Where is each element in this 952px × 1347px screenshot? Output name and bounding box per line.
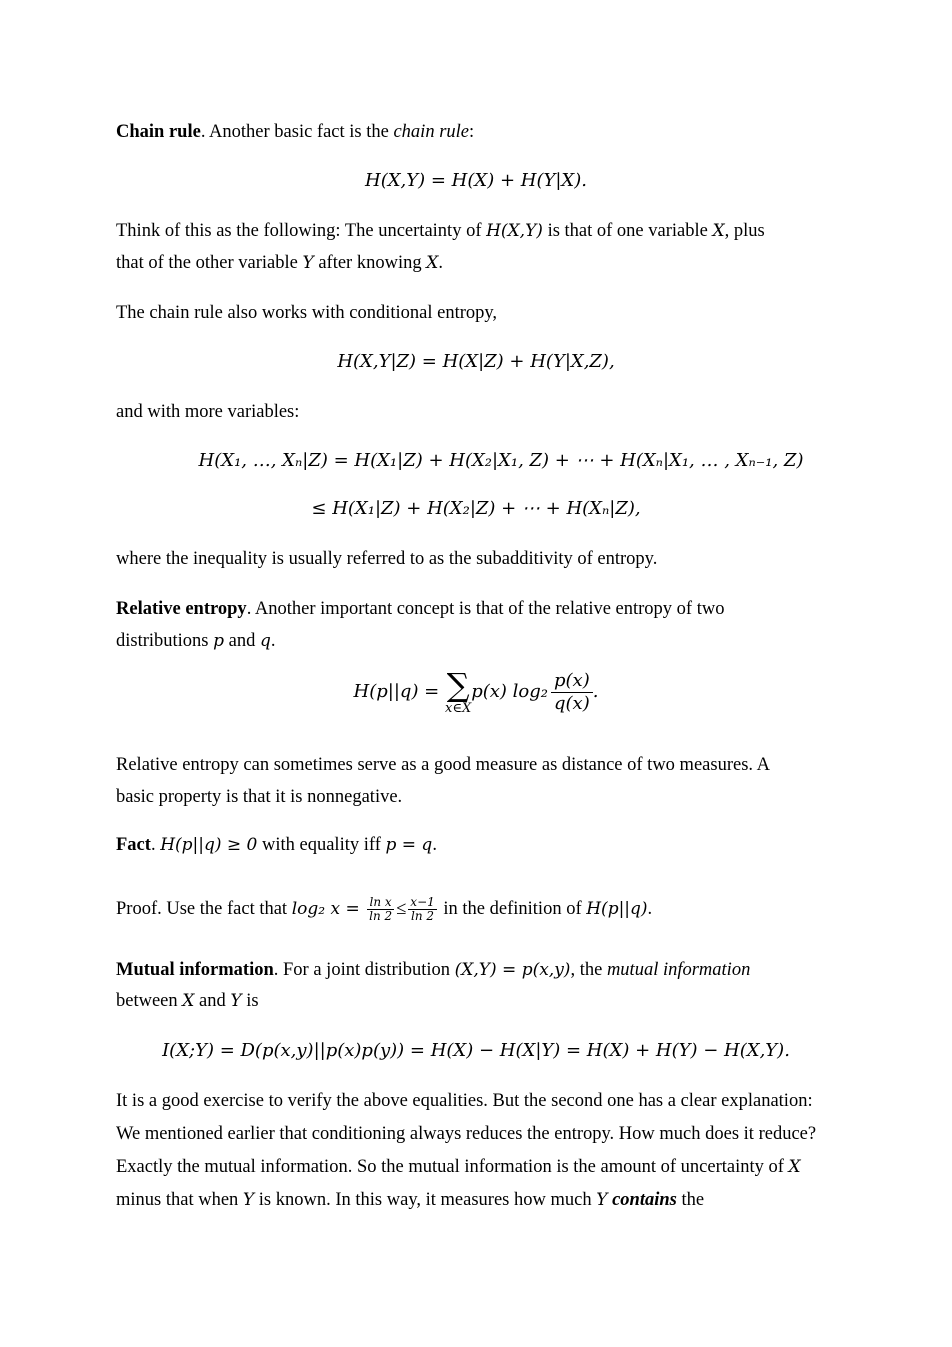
dist-q: q [260,631,271,651]
explanation-3-text: Exactly the mutual information. So the mutual information is the amount of uncertainty of [116,1157,789,1177]
proof-fraction-2-num: x−1 [410,895,435,910]
proof-leq: ≤ [396,899,407,919]
proof-fraction-1-num: ln x [367,896,394,910]
subadditivity-inequality: ≤ H(X₁|Z) + H(X₂|Z) + ⋯ + H(Xₙ|Z), [311,498,641,519]
mi-y: Y [230,991,242,1011]
fact-math: H(p||q) ≥ 0 [160,835,258,855]
fact-text: with equality iff [257,835,386,855]
fact-paragraph [116,833,872,857]
re-eq-lhs: H(p||q) = [353,681,445,702]
mi-x: X [182,991,195,1011]
relative-entropy-text: . Another important concept is that of the relative entropy of two [246,599,725,619]
think-paragraph-line-1 [116,219,872,243]
think-math-1: H(X,Y) [486,221,543,241]
distributions-text: distributions [116,631,214,651]
mutual-information-heading: Mutual information [116,960,274,980]
re-eq-denominator: q(x) [554,692,590,714]
mutual-information-equation: I(X;Y) = D(p(x,y)||p(x)p(y)) = H(X) − H(X|Y) = H(X) + H(Y) − H(X,Y). [162,1040,790,1061]
that-math-1: Y [302,253,314,273]
that-text-1: that of the other variable [116,253,303,273]
explanation-4-text-3: the [676,1190,705,1210]
proof-text-1: Proof. Use the fact that [116,899,292,919]
explanation-4-text-2: is known. In this way, it measures how much [254,1190,597,1210]
chain-rule-heading: Chain rule [116,122,201,142]
that-math-2: X [426,253,439,273]
proof-fraction-2 [408,896,436,923]
relative-entropy-paragraph-line-2 [116,629,872,653]
fact-dot: . [150,835,161,855]
re-eq-fraction [551,670,593,715]
explanation-4-math-1: Y [242,1190,255,1210]
mi-and: and [194,991,231,1011]
fact-math-2: p = q [385,835,433,855]
mutual-information-paragraph-line-2 [116,989,872,1013]
relative-entropy-heading: Relative entropy [116,599,247,619]
summation-operator [445,668,471,716]
explanation-4-math-2: Y [596,1190,608,1210]
think-math-2: X [712,221,725,241]
chain-rule-term: chain rule [393,122,469,142]
fact-end: . [432,835,437,855]
explanation-4-contains: contains [612,1190,677,1210]
multi-variable-chain-equation: H(X₁, …, Xₙ|Z) = H(X₁|Z) + H(X₂|X₁, Z) + ⋯ + H(Xₙ|X₁, … , Xₙ₋₁, Z) [198,450,804,471]
think-text-1: Think of this as the following: The uncertainty of [116,221,487,241]
explanation-line-2: We mentioned earlier that conditioning always reduces the entropy. How much does it reduce? [116,1124,817,1144]
mi-term: mutual information [606,960,751,980]
dist-p: p [213,631,225,651]
proof-fraction-2-den: ln 2 [411,909,435,924]
explanation-3-math: X [788,1157,801,1177]
proof-fraction-1 [367,896,394,923]
proof-text-2: in the definition of [438,899,587,919]
mi-text-2: , the [570,960,607,980]
re-eq-numerator: p(x) [551,670,593,693]
mi-is: is [241,991,259,1011]
sum-subscript: x∈X [445,701,472,716]
proof-fraction-1-den: ln 2 [369,909,393,924]
think-paragraph-line-2 [116,251,872,275]
subadditivity-sentence: where the inequality is usually referred to as the subadditivity of entropy. [116,549,658,569]
proof-paragraph [116,894,872,924]
more-variables-sentence: and with more variables: [116,402,300,422]
explanation-line-3 [116,1155,872,1179]
that-text-3: . [438,253,443,273]
measure-line-2: basic property is that it is nonnegative. [116,787,403,807]
sigma-symbol: ∑ [446,666,470,704]
chain-rule-colon: : [469,122,475,142]
that-text-2: after knowing [313,253,427,273]
proof-log: log₂ x = [291,899,366,919]
relative-entropy-paragraph-line-1 [116,597,872,621]
fact-label: Fact [116,835,151,855]
re-eq-mid: p(x) log₂ [471,681,548,702]
relative-entropy-equation [0,668,952,738]
mi-between: between [116,991,183,1011]
proof-math: H(p||q) [586,899,648,919]
proof-end: . [647,899,653,919]
dist-and: and [224,631,260,651]
explanation-line-1: It is a good exercise to verify the above equalities. But the second one has a clear explanation: [116,1091,813,1111]
re-eq-end: . [592,681,599,702]
dist-end: . [270,631,276,651]
chain-rule-intro: . Another basic fact is the [200,122,394,142]
mi-joint-math: (X,Y) = p(x,y) [454,960,571,980]
think-text-2: is that of one variable [542,221,713,241]
conditional-entropy-sentence: The chain rule also works with conditional entropy, [116,303,498,323]
mi-text-1: . For a joint distribution [273,960,455,980]
mutual-information-paragraph-line-1 [116,958,872,982]
explanation-4-text-1: minus that when [116,1190,243,1210]
think-text-3: , plus [724,221,765,241]
chain-rule-equation: H(X,Y) = H(X) + H(Y|X). [365,170,587,191]
explanation-line-4 [116,1188,872,1212]
measure-line-1: Relative entropy can sometimes serve as a good measure as distance of two measures. A [116,755,770,775]
chain-rule-paragraph [116,120,872,144]
conditional-chain-rule-equation: H(X,Y|Z) = H(X|Z) + H(Y|X,Z), [337,351,615,372]
